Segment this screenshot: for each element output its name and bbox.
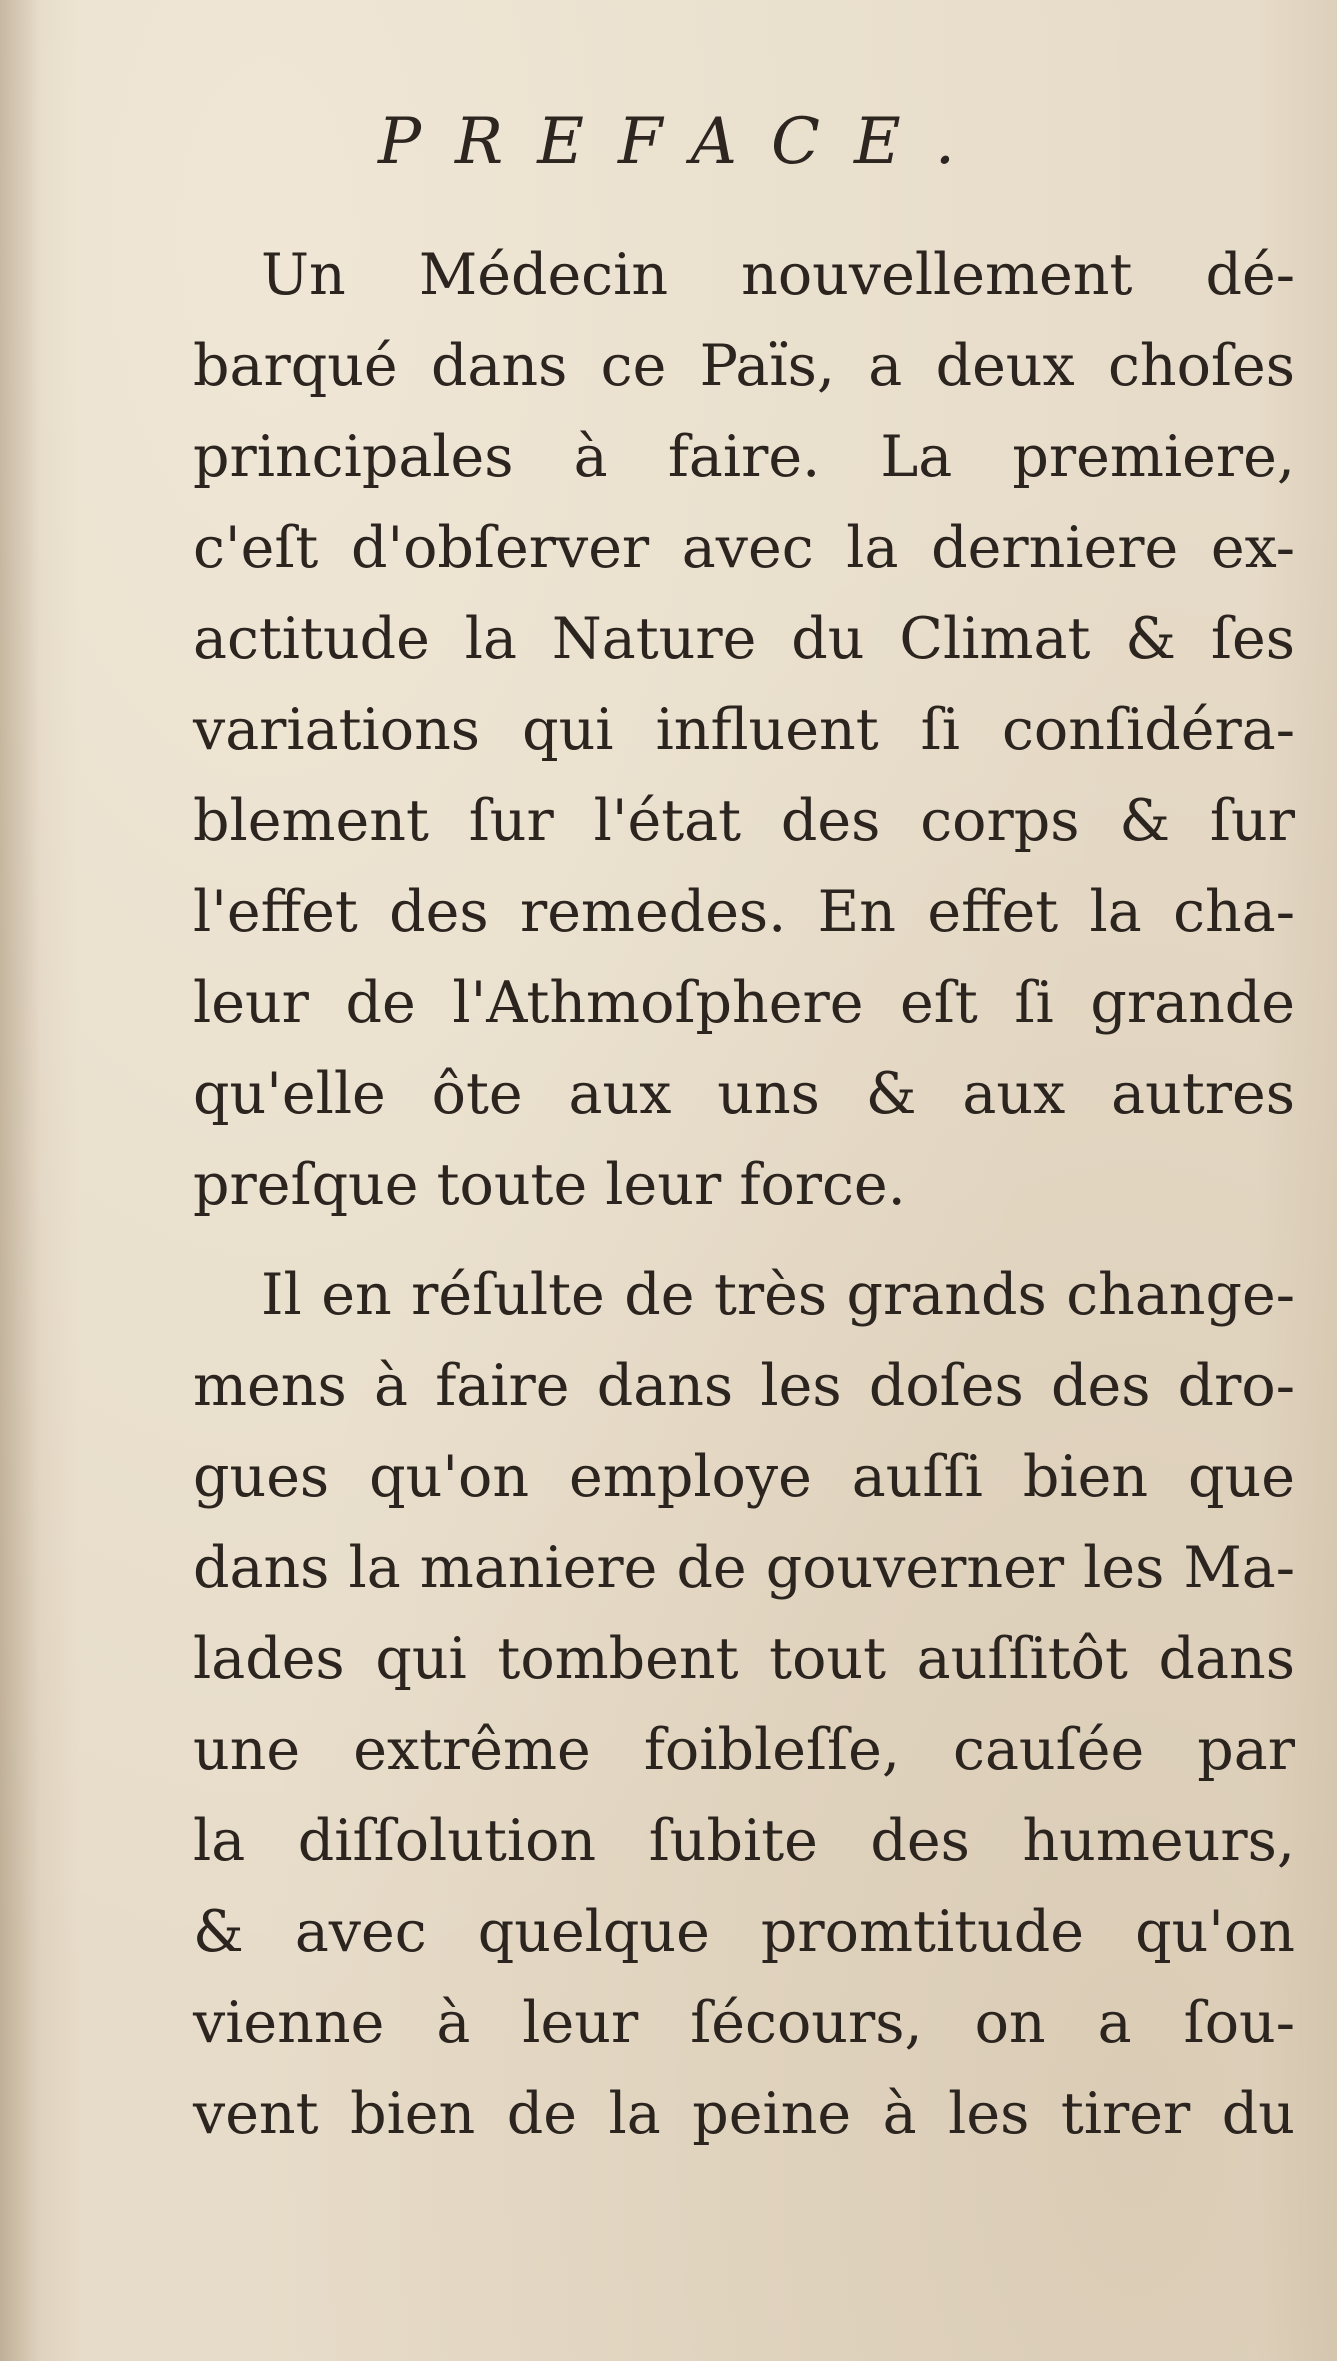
text-line: & avec quelque promtitude qu'on [193, 1899, 1295, 1965]
text-line: mens à faire dans les doſes des dro- [193, 1353, 1295, 1419]
running-head: PREFACE. [377, 105, 990, 179]
paragraph-1 [193, 230, 1295, 1231]
paragraph-2 [193, 1250, 1295, 2160]
text-line: leur de l'Athmoſphere eſt ſi grande [193, 970, 1295, 1036]
text-line: principales à faire. La premiere, [193, 424, 1295, 490]
text-line: vent bien de la peine à les tirer du [193, 2081, 1295, 2147]
text-line: Un Médecin nouvellement dé- [261, 242, 1295, 308]
text-line: vienne à leur ſécours, on a ſou- [193, 1990, 1295, 2056]
text-line: gues qu'on employe auſſi bien que [193, 1444, 1295, 1510]
text-line: actitude la Nature du Climat & ſes [193, 606, 1295, 672]
text-line: variations qui influent ſi conſidéra- [193, 697, 1295, 763]
text-line: l'effet des remedes. En effet la cha- [193, 879, 1295, 945]
text-line: c'eſt d'obſerver avec la derniere ex- [193, 515, 1295, 581]
text-line: barqué dans ce Païs, a deux choſes [193, 333, 1295, 399]
page-edge-shadow [0, 0, 40, 2361]
text-line: Il en réſulte de très grands change- [261, 1262, 1295, 1328]
text-line: blement ſur l'état des corps & ſur [193, 788, 1295, 854]
text-line: une extrême foibleſſe, cauſée par [193, 1717, 1295, 1783]
text-line: lades qui tombent tout auſſitôt dans [193, 1626, 1295, 1692]
text-line: qu'elle ôte aux uns & aux autres [193, 1061, 1295, 1127]
text-line: la diſſolution ſubite des humeurs, [193, 1808, 1295, 1874]
text-line: preſque toute leur force. [193, 1152, 906, 1218]
text-line: dans la maniere de gouverner les Ma- [193, 1535, 1295, 1601]
